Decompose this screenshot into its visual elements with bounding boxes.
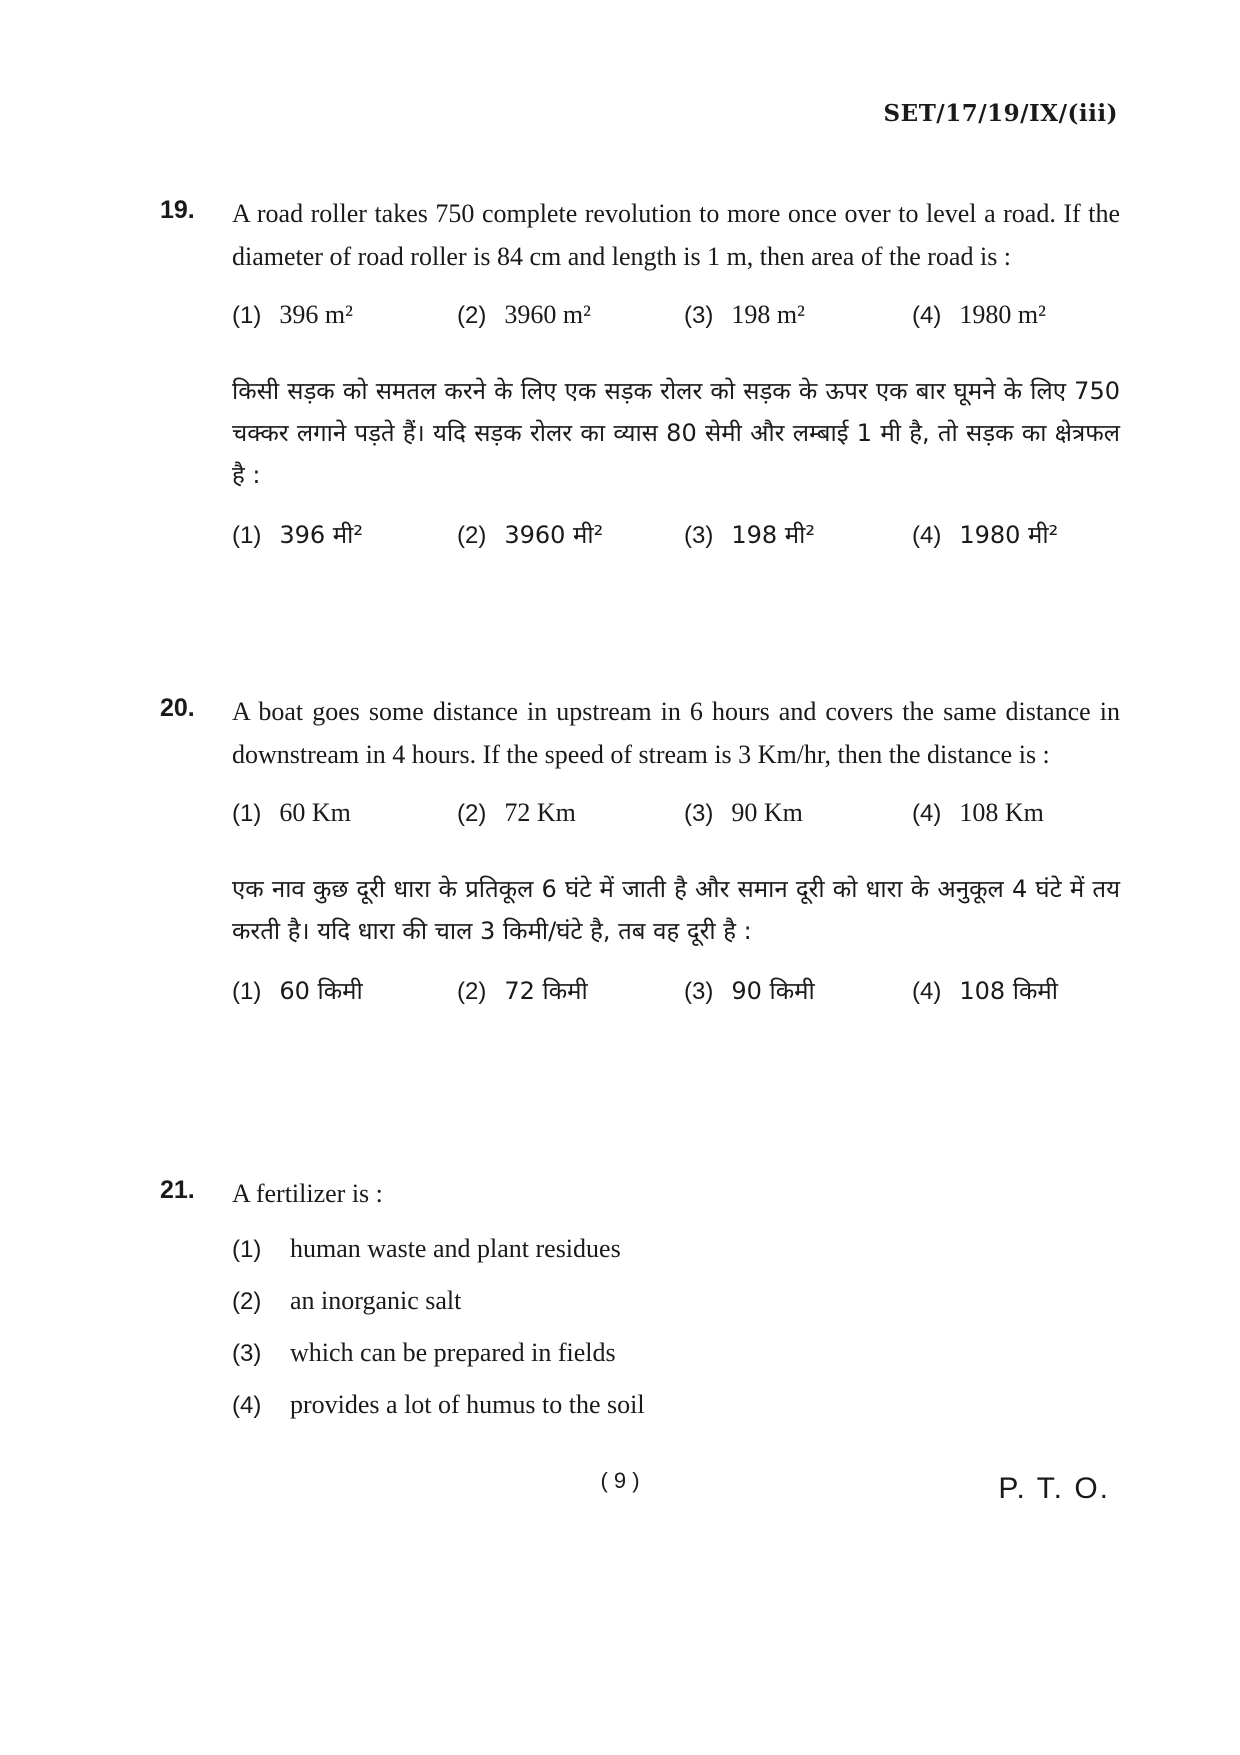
options-english <box>232 798 1120 846</box>
option-4: (4) 1980 m² <box>912 300 1046 329</box>
set-code: SET/17/19/IX/(iii) <box>883 100 1118 127</box>
options-list <box>232 1223 1120 1431</box>
option-4-hindi: (4) 1980 मी² <box>912 521 1059 549</box>
option-4-hindi: (4) 108 किमी <box>912 977 1058 1005</box>
question-text-english: A road roller takes 750 complete revolution to more once over to level a road. If the diameter of road roller is 84 cm and length is 1 m, then area of the road is : <box>232 199 1120 271</box>
options-hindi <box>232 518 1120 566</box>
option-2: (2) 3960 m² <box>457 300 591 329</box>
question-number: 21. <box>160 1176 195 1204</box>
option-1: (1) 60 Km <box>232 798 351 827</box>
question-number: 19. <box>160 196 195 224</box>
option-1-hindi: (1) 396 मी² <box>232 521 363 549</box>
option-2: (2) 72 Km <box>457 798 576 827</box>
option-1: (1) human waste and plant residues <box>232 1234 621 1263</box>
option-3: (3) 90 Km <box>684 798 803 827</box>
option-1: (1) 396 m² <box>232 300 353 329</box>
question-text-english: A boat goes some distance in upstream in 6 hours and covers the same distance in downstream in 4 hours. If the speed of stream is 3 Km/hr, then the distance is : <box>232 697 1120 769</box>
option-4: (4) 108 Km <box>912 798 1044 827</box>
option-3-hindi: (3) 90 किमी <box>684 977 815 1005</box>
options-english <box>232 300 1120 348</box>
option-1-hindi: (1) 60 किमी <box>232 977 363 1005</box>
option-4: (4) provides a lot of humus to the soil <box>232 1390 645 1419</box>
question-21 <box>160 1172 1120 1431</box>
option-2-hindi: (2) 72 किमी <box>457 977 588 1005</box>
option-3: (3) which can be prepared in fields <box>232 1338 616 1367</box>
question-number: 20. <box>160 694 195 722</box>
question-text-hindi: एक नाव कुछ दूरी धारा के प्रतिकूल 6 घंटे में जाती है और समान दूरी को धारा के अनुकूल 4 घंटे में तय करती है। यदि धारा की चाल 3 किमी/घंटे है, तब वह दूरी है : <box>232 875 1120 945</box>
option-3-hindi: (3) 198 मी² <box>684 521 815 549</box>
option-3: (3) 198 m² <box>684 300 805 329</box>
question-text-hindi: किसी सड़क को समतल करने के लिए एक सड़क रोलर को सड़क के ऊपर एक बार घूमने के लिए 750 चक्कर लगाने पड़ते हैं। यदि सड़क रोलर का व्यास 80 सेमी और लम्बाई 1 मी है, तो सड़क का क्षेत्रफल है : <box>232 377 1120 489</box>
question-text-english: A fertilizer is : <box>232 1179 383 1208</box>
question-19 <box>160 192 1120 566</box>
pto-marker: P. T. O. <box>998 1472 1110 1505</box>
page-number: ( 9 ) <box>600 1468 640 1493</box>
options-hindi <box>232 974 1120 1022</box>
question-20 <box>160 690 1120 1022</box>
option-2-hindi: (2) 3960 मी² <box>457 521 604 549</box>
option-2: (2) an inorganic salt <box>232 1286 462 1315</box>
